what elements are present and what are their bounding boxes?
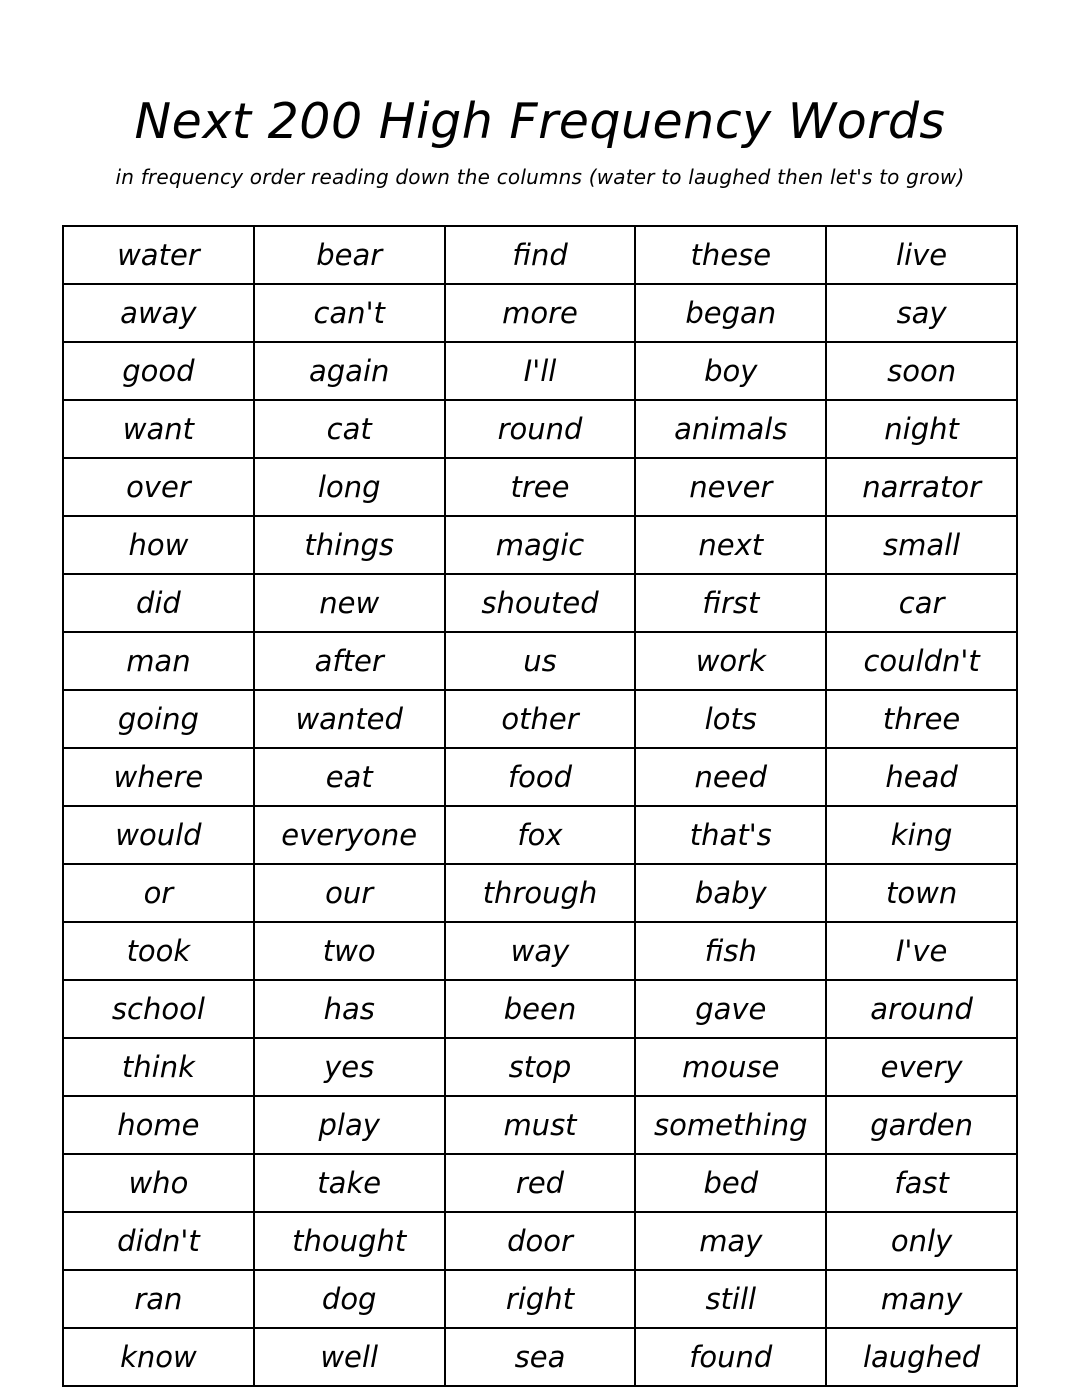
word-cell: round (445, 400, 636, 458)
word-cell: cat (254, 400, 445, 458)
word-cell: find (445, 226, 636, 284)
word-cell: after (254, 632, 445, 690)
word-cell: want (63, 400, 254, 458)
high-frequency-words-table (62, 225, 1018, 1387)
word-cell: us (445, 632, 636, 690)
page-title: Next 200 High Frequency Words (134, 93, 946, 150)
word-cell: found (635, 1328, 826, 1386)
word-cell: head (826, 748, 1017, 806)
word-cell: still (635, 1270, 826, 1328)
word-cell: or (63, 864, 254, 922)
word-cell: never (635, 458, 826, 516)
word-cell: fast (826, 1154, 1017, 1212)
word-cell: more (445, 284, 636, 342)
word-cell: lots (635, 690, 826, 748)
word-cell: took (63, 922, 254, 980)
word-cell: bear (254, 226, 445, 284)
word-cell: around (826, 980, 1017, 1038)
table-row (63, 342, 1017, 400)
word-cell: small (826, 516, 1017, 574)
word-cell: boy (635, 342, 826, 400)
word-cell: been (445, 980, 636, 1038)
word-cell: our (254, 864, 445, 922)
table-row (63, 748, 1017, 806)
table-row (63, 284, 1017, 342)
word-cell: fish (635, 922, 826, 980)
word-table-container (0, 189, 1080, 1387)
word-cell: didn't (63, 1212, 254, 1270)
word-cell: play (254, 1096, 445, 1154)
word-cell: how (63, 516, 254, 574)
word-cell: garden (826, 1096, 1017, 1154)
word-cell: red (445, 1154, 636, 1212)
word-cell: long (254, 458, 445, 516)
word-cell: who (63, 1154, 254, 1212)
word-cell: must (445, 1096, 636, 1154)
word-cell: work (635, 632, 826, 690)
word-cell: laughed (826, 1328, 1017, 1386)
word-cell: baby (635, 864, 826, 922)
word-cell: next (635, 516, 826, 574)
table-row (63, 1096, 1017, 1154)
word-cell: new (254, 574, 445, 632)
word-cell: narrator (826, 458, 1017, 516)
table-row (63, 458, 1017, 516)
word-cell: away (63, 284, 254, 342)
word-cell: things (254, 516, 445, 574)
table-row (63, 806, 1017, 864)
word-cell: I'll (445, 342, 636, 400)
word-cell: well (254, 1328, 445, 1386)
word-cell: again (254, 342, 445, 400)
word-cell: going (63, 690, 254, 748)
table-row (63, 864, 1017, 922)
word-cell: I've (826, 922, 1017, 980)
word-cell: dog (254, 1270, 445, 1328)
word-cell: two (254, 922, 445, 980)
word-cell: these (635, 226, 826, 284)
word-cell: bed (635, 1154, 826, 1212)
word-cell: where (63, 748, 254, 806)
word-cell: yes (254, 1038, 445, 1096)
word-cell: think (63, 1038, 254, 1096)
word-cell: many (826, 1270, 1017, 1328)
word-cell: good (63, 342, 254, 400)
word-cell: know (63, 1328, 254, 1386)
word-cell: man (63, 632, 254, 690)
word-cell: everyone (254, 806, 445, 864)
word-cell: only (826, 1212, 1017, 1270)
word-cell: car (826, 574, 1017, 632)
table-row (63, 574, 1017, 632)
table-row (63, 1154, 1017, 1212)
table-row (63, 690, 1017, 748)
table-row (63, 226, 1017, 284)
word-cell: thought (254, 1212, 445, 1270)
word-cell: can't (254, 284, 445, 342)
word-cell: way (445, 922, 636, 980)
table-row (63, 922, 1017, 980)
table-row (63, 632, 1017, 690)
table-row (63, 1328, 1017, 1386)
word-cell: that's (635, 806, 826, 864)
word-cell: animals (635, 400, 826, 458)
page-subtitle: in frequency order reading down the columns (water to laughed then let's to grow) (115, 165, 965, 190)
word-cell: tree (445, 458, 636, 516)
word-cell: door (445, 1212, 636, 1270)
word-cell: other (445, 690, 636, 748)
word-cell: mouse (635, 1038, 826, 1096)
word-cell: ran (63, 1270, 254, 1328)
word-cell: through (445, 864, 636, 922)
table-row (63, 1212, 1017, 1270)
table-row (63, 1038, 1017, 1096)
word-cell: has (254, 980, 445, 1038)
word-cell: home (63, 1096, 254, 1154)
word-cell: stop (445, 1038, 636, 1096)
word-cell: something (635, 1096, 826, 1154)
word-cell: take (254, 1154, 445, 1212)
word-cell: king (826, 806, 1017, 864)
word-cell: magic (445, 516, 636, 574)
word-cell: soon (826, 342, 1017, 400)
word-cell: may (635, 1212, 826, 1270)
word-cell: right (445, 1270, 636, 1328)
table-row (63, 1270, 1017, 1328)
word-cell: school (63, 980, 254, 1038)
word-cell: couldn't (826, 632, 1017, 690)
word-table-body (63, 226, 1017, 1386)
word-cell: over (63, 458, 254, 516)
word-cell: fox (445, 806, 636, 864)
word-cell: every (826, 1038, 1017, 1096)
word-cell: three (826, 690, 1017, 748)
word-cell: town (826, 864, 1017, 922)
word-cell: food (445, 748, 636, 806)
table-row (63, 400, 1017, 458)
word-cell: say (826, 284, 1017, 342)
word-cell: would (63, 806, 254, 864)
word-cell: night (826, 400, 1017, 458)
word-cell: began (635, 284, 826, 342)
word-cell: water (63, 226, 254, 284)
word-cell: live (826, 226, 1017, 284)
word-cell: gave (635, 980, 826, 1038)
word-cell: eat (254, 748, 445, 806)
word-cell: sea (445, 1328, 636, 1386)
word-cell: need (635, 748, 826, 806)
word-cell: wanted (254, 690, 445, 748)
word-cell: shouted (445, 574, 636, 632)
table-row (63, 980, 1017, 1038)
word-cell: first (635, 574, 826, 632)
word-cell: did (63, 574, 254, 632)
table-row (63, 516, 1017, 574)
